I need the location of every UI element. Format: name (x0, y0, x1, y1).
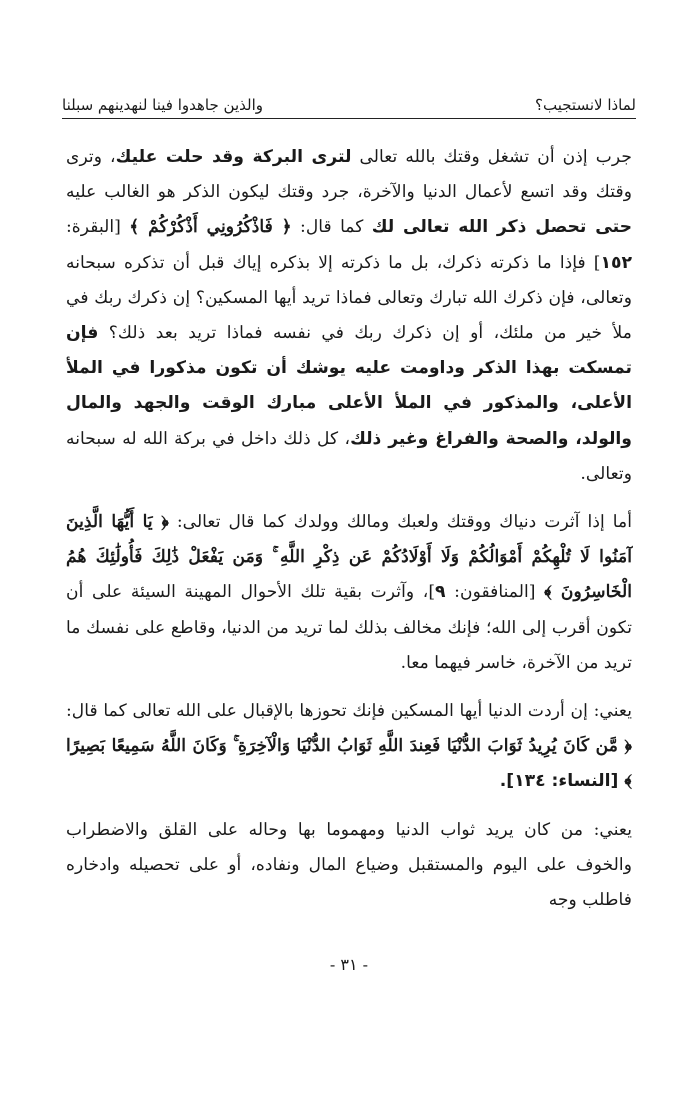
text: أما إذا آثرت دنياك ووقتك ولعبك ومالك وولدك كما قال تعالى: (168, 512, 632, 533)
text: ، وترى وقتك وقد اتسع لأعمال الدنيا والآخرة، جرد وقتك ليكون الذكر هو الغالب عليه (66, 147, 632, 203)
header-chapter-title: لماذا لانستجيب؟ (535, 96, 636, 114)
paragraph-3 (66, 694, 632, 800)
text: يعني: إن أردت الدنيا أيها المسكين فإنك تحوزها بالإقبال على الله تعالى كما قال: (66, 701, 632, 722)
verse-number: ١٣٤ (514, 771, 546, 792)
header-book-title: والذين جاهدوا فينا لنهدينهم سبلنا (62, 96, 263, 114)
page-number: - ٣١ - (329, 955, 369, 974)
text: [المنافقون: (445, 582, 545, 603)
bold-text: لترى البركة وقد حلت عليك (115, 147, 352, 167)
text: ] فإذا ما ذكرته ذكرك، بل ما ذكرته إلا بذكره إياك قبل أن تذكره سبحانه وتعالى، فإن ذكرك الله تبارك وتعالى فماذا تريد أيها المسكين؟ إن ذكرك ربك في ملأ خير من ملئك، أو إن ذكرك ربك في نفسه فماذا تريد بعد ذلك؟ (66, 252, 632, 344)
verse-number: ١٥٢ (600, 252, 632, 273)
text: [النساء: (545, 771, 625, 792)
text: [البقرة: (66, 217, 130, 238)
paragraph-2 (66, 505, 632, 681)
text: كما قال: (291, 217, 372, 238)
text: ]. (499, 771, 515, 792)
text: جرب إذن أن تشغل وقتك بالله تعالى (351, 147, 633, 167)
paragraph-1 (66, 140, 632, 492)
header-rule (62, 118, 636, 119)
verse-number: ٩ (435, 582, 446, 603)
quran-quote: ﴿ فَاذْكُرُونِي أَذْكُرْكُمْ ﴾ (129, 217, 292, 238)
paragraph-4 (66, 813, 632, 919)
text: ]، وآثرت بقية تلك الأحوال المهينة السيئة على أن تكون أقرب إلى الله؛ فإنك مخالف بذلك لما تريد من الدنيا، وقاطع على نفسك ما تريد من الآخرة، خاسر فيهما معا. (66, 582, 632, 673)
quran-quote: ﴿ مَّن كَانَ يُرِيدُ ثَوَابَ الدُّنْيَا فَعِندَ اللَّهِ ثَوَابُ الدُّنْيَا وَالْآخِرَةِ ۚ وَكَانَ اللَّهُ سَمِيعًا بَصِيرًا ﴾ (66, 736, 632, 792)
quran-quote: ﴿ يَا أَيُّهَا الَّذِينَ آمَنُوا لَا تُلْهِكُمْ أَمْوَالُكُمْ وَلَا أَوْلَادُكُمْ عَن ذِكْرِ اللَّهِ ۚ وَمَن يَفْعَلْ ذَٰلِكَ فَأُولَٰئِكَ هُمُ الْخَاسِرُونَ ﴾ (66, 512, 633, 603)
text: ، كل ذلك داخل في بركة الله له سبحانه وتعالى. (66, 428, 632, 484)
text: يعني: من كان يريد ثواب الدنيا ومهموما بها وحاله على القلق والاضطراب والخوف على اليوم والمستقبل وضياع المال ونفاده، أو على تحصيله وادخاره فاطلب وجه (66, 819, 632, 911)
bold-text: حتى تحصل ذكر الله تعالى لك (371, 217, 632, 238)
page-body (66, 140, 632, 918)
running-header (62, 88, 636, 114)
bold-text: فإن تمسكت بهذا الذكر وداومت عليه يوشك أن تكون مذكورا في الملأ الأعلى، والمذكور في الملأ الأعلى مبارك الوقت والجهد والمال والولد، والصحة والفراغ وغير ذلك (66, 323, 632, 449)
